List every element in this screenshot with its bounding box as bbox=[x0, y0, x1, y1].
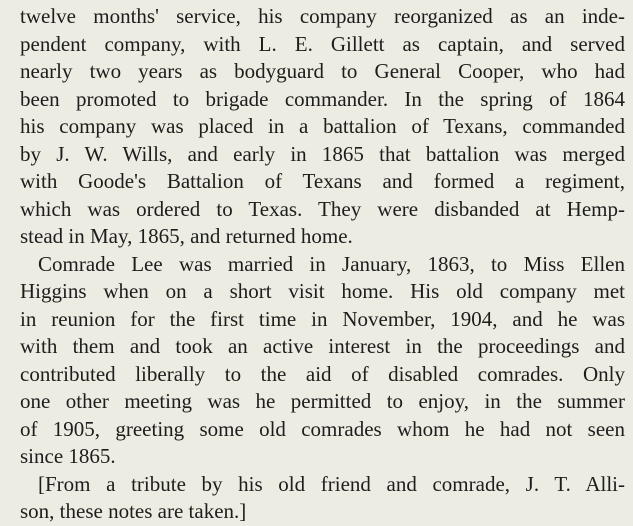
text-line: stead in May, 1865, and returned home. bbox=[20, 224, 353, 248]
text-line: been promoted to brigade commander. In the spring of 1864 bbox=[20, 86, 625, 111]
text-line: which was ordered to Texas. They were disbanded at Hemp- bbox=[20, 196, 625, 221]
text-line: pendent company, with L. E. Gillett as captain, and served bbox=[20, 31, 625, 56]
text-line: [From a tribute by his old friend and comrade, J. T. Alli- bbox=[38, 471, 625, 496]
text-line: nearly two years as bodyguard to General Cooper, who had bbox=[20, 59, 625, 83]
text-line: by J. W. Wills, and early in 1865 that battalion was merged bbox=[20, 141, 625, 166]
text-line: one other meeting was he permitted to enjoy, in the summer bbox=[20, 389, 625, 413]
text-line: with Goode's Battalion of Texans and formed a regiment, bbox=[20, 169, 625, 193]
text-line: his company was placed in a battalion of Texans, commanded bbox=[20, 114, 625, 138]
text-line: in reunion for the first time in November, 1904, and he was bbox=[20, 306, 625, 331]
text-line: Comrade Lee was married in January, 1863, to Miss Ellen bbox=[38, 251, 625, 276]
paragraph-source-note bbox=[20, 471, 625, 526]
text-line: since 1865. bbox=[20, 444, 116, 468]
text-line: twelve months' service, his company reorganized as an inde- bbox=[20, 4, 625, 28]
paragraph-marriage-reunion bbox=[20, 251, 625, 471]
paragraph-service-history bbox=[20, 3, 625, 251]
text-line: son, these notes are taken.] bbox=[20, 499, 247, 523]
text-line: Higgins when on a short visit home. His old company met bbox=[20, 279, 625, 303]
text-line: with them and took an active interest in the proceedings and bbox=[20, 334, 625, 358]
text-line: of 1905, greeting some old comrades whom he had not seen bbox=[20, 416, 625, 441]
text-line: contributed liberally to the aid of disabled comrades. Only bbox=[20, 361, 625, 386]
